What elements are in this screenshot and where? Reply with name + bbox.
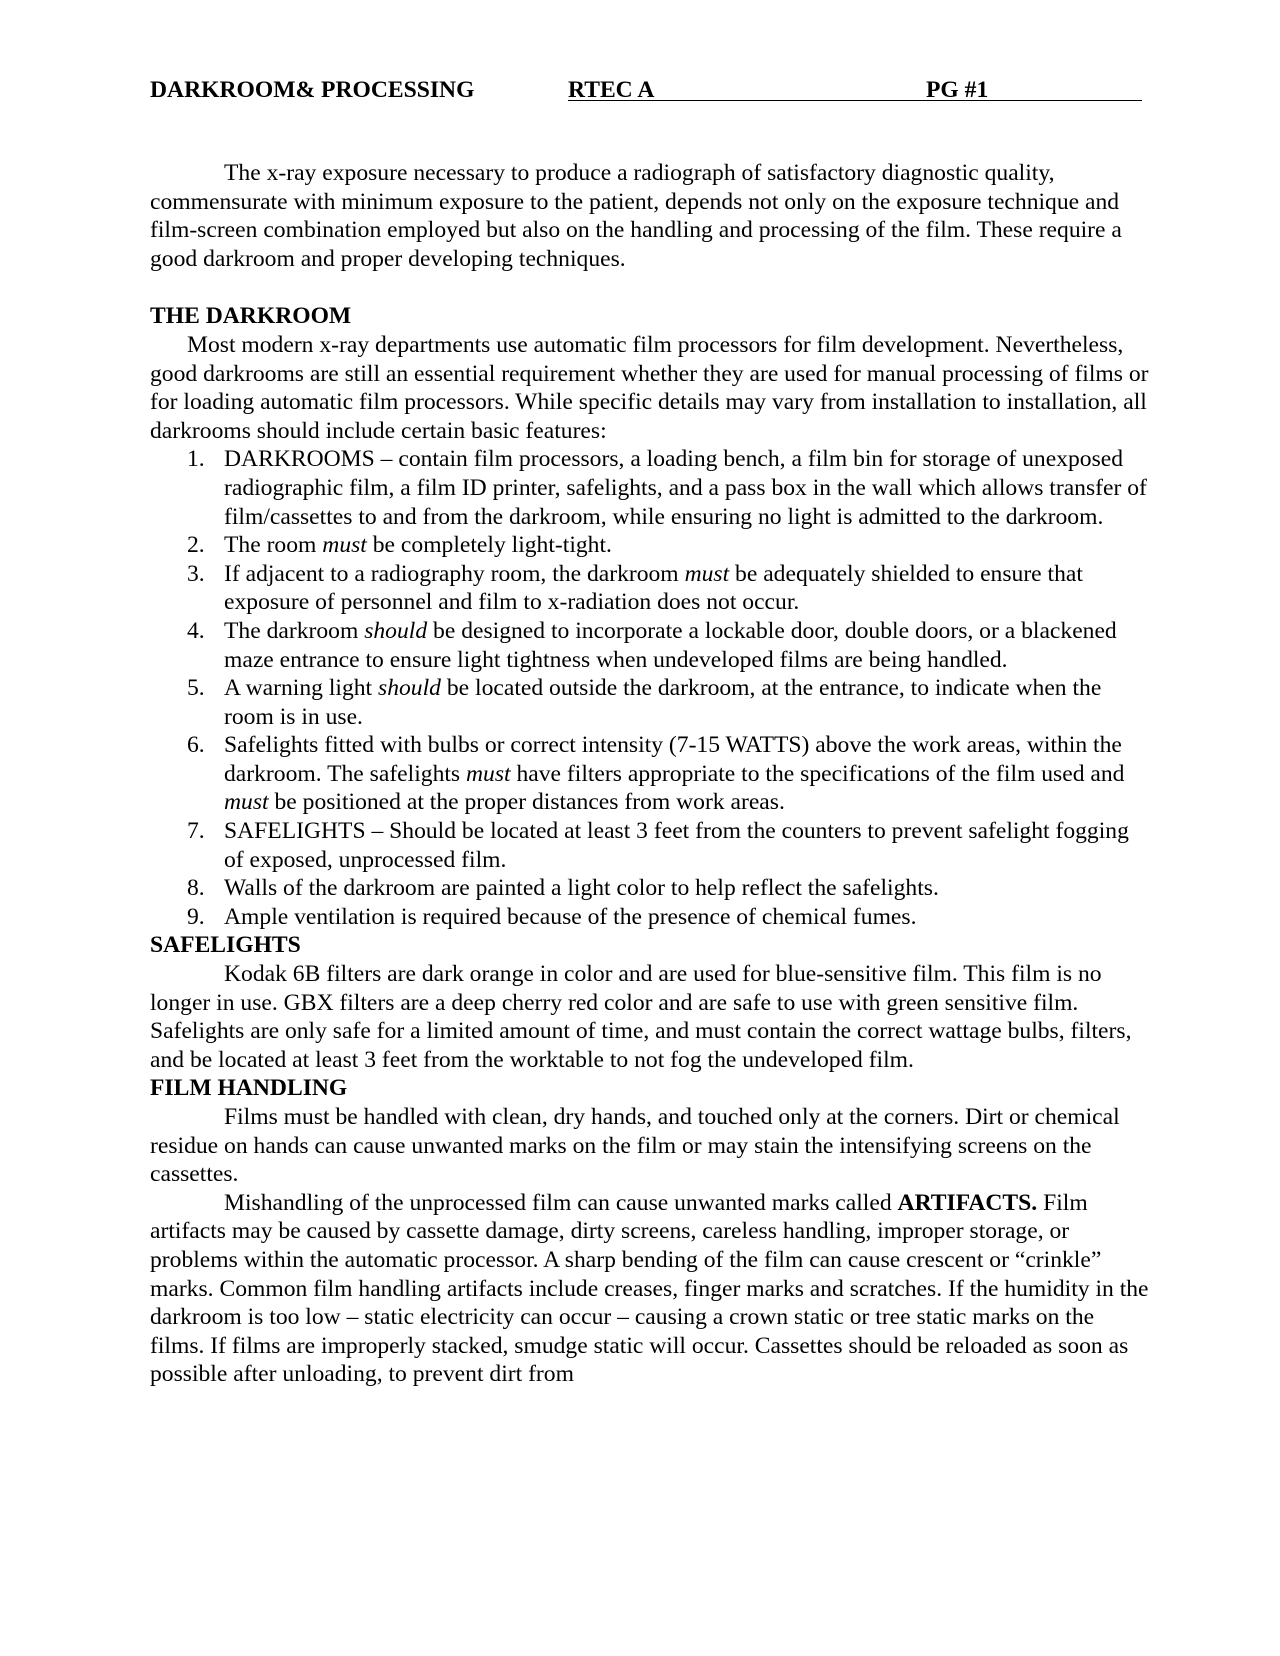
list-text: The darkroom bbox=[224, 617, 365, 644]
list-number: 4. bbox=[187, 617, 205, 644]
header-page-number: PG #1 bbox=[926, 77, 989, 103]
paragraph-text: Mishandling of the unprocessed film can cause unwanted marks called bbox=[224, 1189, 898, 1216]
header-course: RTEC A bbox=[568, 77, 655, 103]
list-number: 8. bbox=[187, 875, 205, 902]
list-number: 2. bbox=[187, 532, 205, 559]
list-text: be completely light-tight. bbox=[366, 532, 612, 559]
safelights-paragraph: Kodak 6B filters are dark orange in color and are used for blue-sensitive film. This film is no longer in use. GBX filters are a deep cherry red color and are safe to use with green sensitive film. Safelights are only safe for a limited amount of time, and must contain the correct wattage bulbs, filters, and be located at least 3 feet from the worktable to not fog the undeveloped film. bbox=[150, 961, 1132, 1073]
list-emphasis: must bbox=[322, 532, 367, 559]
page-header bbox=[150, 76, 1150, 104]
list-text: SAFELIGHTS – Should be located at least 3 feet from the counters to prevent safelight fogging of exposed, unprocessed film. bbox=[224, 818, 1129, 873]
list-text: be designed to incorporate a lockable door, double doors, or a blackened maze entrance to ensure light tightness when undeveloped films are being handled. bbox=[224, 617, 1117, 673]
list-text: be adequately shielded to ensure that exposure of personnel and film to x-radiation does not occur. bbox=[224, 560, 1083, 616]
film-handling-paragraph-2 bbox=[150, 1189, 1150, 1389]
list-text: A warning light bbox=[224, 675, 379, 702]
list-item bbox=[150, 903, 1150, 932]
list-item bbox=[150, 817, 1150, 874]
header-title: DARKROOM& PROCESSING bbox=[150, 77, 475, 103]
list-number: 9. bbox=[187, 903, 205, 930]
intro-paragraph: The x-ray exposure necessary to produce a radiograph of satisfactory diagnostic quality, commensurate with minimum exposure to the patient, depends not only on the exposure technique and film-screen combination employed but also on the handling and processing of the film. These require a good darkroom and proper developing techniques. bbox=[150, 160, 1122, 272]
list-number: 5. bbox=[187, 675, 205, 702]
list-text: Walls of the darkroom are painted a light color to help reflect the safelights. bbox=[224, 875, 939, 902]
list-item bbox=[150, 874, 1150, 903]
darkroom-paragraph: Most modern x-ray departments use automatic film processors for film development. Nevertheless, good darkrooms are still an essential requirement whether they are used for manual processing of films or for loading automatic film processors. While specific details may vary from installation to installation, all darkrooms should include certain basic features: bbox=[150, 331, 1149, 444]
artifacts-term: ARTIFACTS. bbox=[897, 1189, 1038, 1216]
list-number: 6. bbox=[187, 732, 205, 759]
list-number: 7. bbox=[187, 818, 205, 845]
list-text: Ample ventilation is required because of the presence of chemical fumes. bbox=[224, 903, 917, 930]
list-item bbox=[150, 445, 1150, 531]
list-emphasis: should bbox=[378, 675, 441, 702]
list-text: Safelights fitted with bulbs or correct intensity (7-15 WATTS) above the work areas, within the darkroom. The safelights bbox=[224, 732, 1122, 787]
list-text: If adjacent to a radiography room, the darkroom bbox=[224, 560, 685, 587]
list-text: DARKROOMS – contain film processors, a loading bench, a film bin for storage of unexposed radiographic film, a film ID printer, safelights, and a pass box in the wall which allows transfer of film/cassettes to and from the darkroom, while ensuring no light is admitted to the darkroom. bbox=[224, 446, 1147, 530]
list-emphasis: should bbox=[364, 617, 428, 644]
section-heading-film-handling: FILM HANDLING bbox=[150, 1075, 348, 1102]
list-emphasis: must bbox=[684, 560, 730, 587]
list-text: The room bbox=[224, 532, 323, 559]
list-emphasis: must bbox=[466, 760, 511, 787]
list-text: be located outside the darkroom, at the entrance, to indicate when the room is in use. bbox=[224, 675, 1102, 730]
list-item bbox=[150, 560, 1150, 617]
film-handling-paragraph-1: Films must be handled with clean, dry hands, and touched only at the corners. Dirt or chemical residue on hands can cause unwanted marks on the film or may stain the intensifying screens on the cassettes. bbox=[150, 1104, 1120, 1188]
section-heading-darkroom: THE DARKROOM bbox=[150, 303, 352, 330]
list-item bbox=[150, 731, 1150, 817]
list-emphasis: must bbox=[224, 789, 269, 816]
list-text: be positioned at the proper distances from work areas. bbox=[268, 789, 785, 816]
darkroom-feature-list bbox=[150, 445, 1150, 931]
list-item bbox=[150, 674, 1150, 731]
list-number: 1. bbox=[187, 446, 205, 473]
list-item bbox=[150, 531, 1150, 560]
list-text: have filters appropriate to the specifications of the film used and bbox=[510, 760, 1125, 787]
paragraph-text: Film artifacts may be caused by cassette damage, dirty screens, careless handling, improper storage, or problems within the automatic processor. A sharp bending of the film can cause crescent or “crinkle” marks. Common film handling artifacts include creases, finger marks and scratches. If the humidity in the darkroom is too low – static electricity can occur – causing a crown static or tree static marks on the films. If films are improperly stacked, smudge static will occur. Cassettes should be reloaded as soon as possible after unloading, to prevent dirt from bbox=[150, 1189, 1149, 1388]
section-heading-safelights: SAFELIGHTS bbox=[150, 932, 301, 959]
list-item bbox=[150, 617, 1150, 674]
page-content bbox=[150, 76, 1150, 1389]
list-number: 3. bbox=[187, 560, 205, 587]
